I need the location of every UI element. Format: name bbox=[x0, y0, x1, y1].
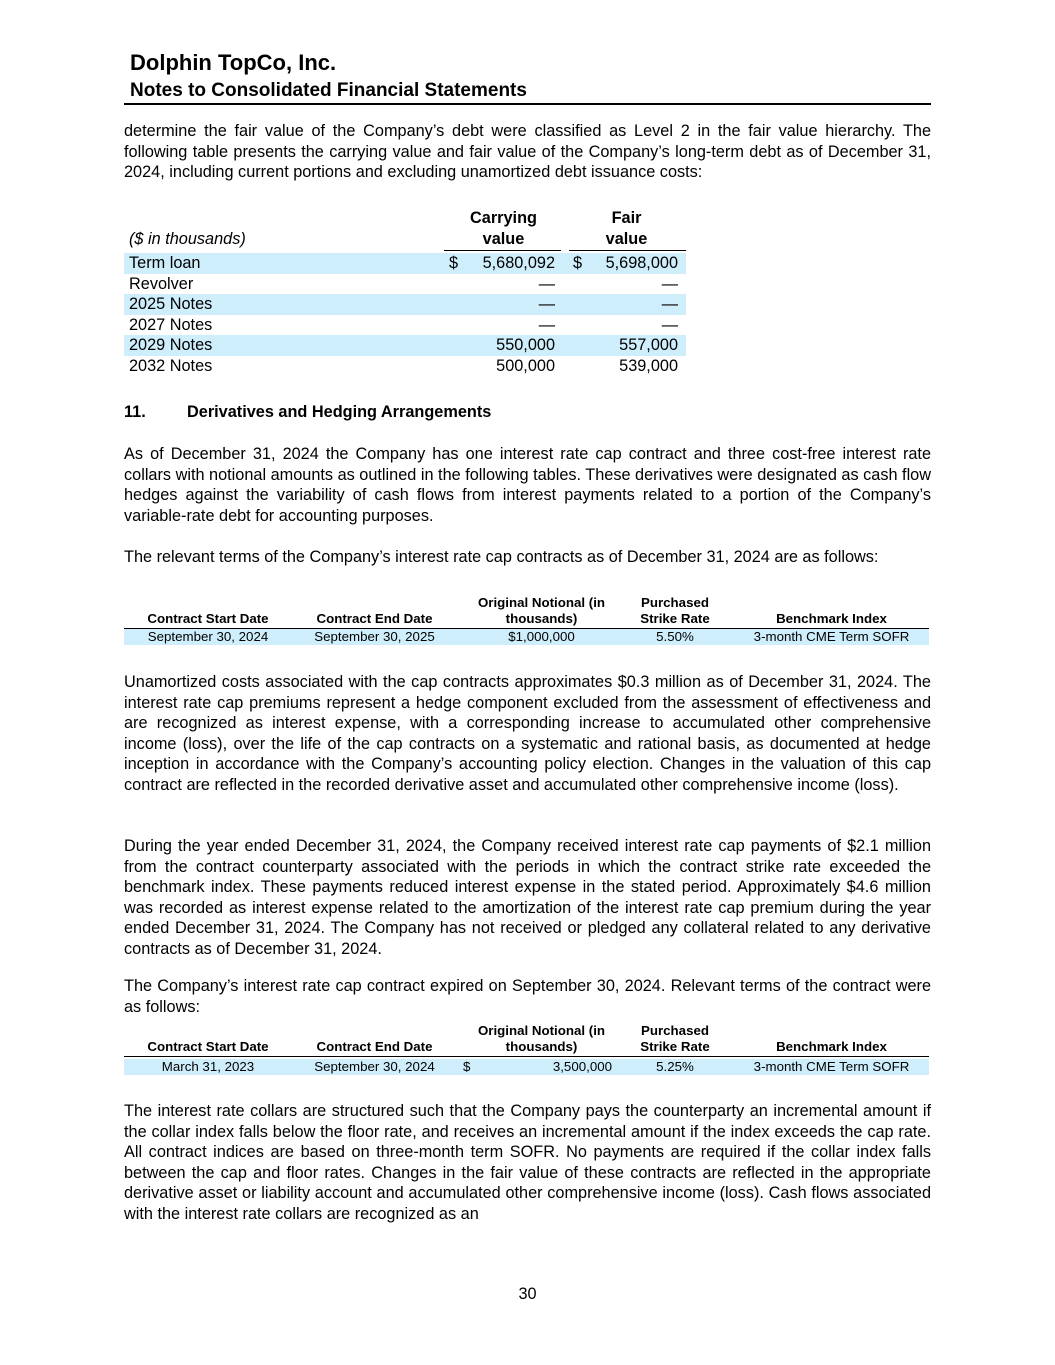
table-row bbox=[124, 356, 686, 377]
strike-rate: 5.25% bbox=[656, 1059, 694, 1074]
currency-symbol: $ bbox=[573, 254, 583, 272]
header-notional-line1: Original Notional (in bbox=[477, 595, 606, 610]
row-label: 2027 Notes bbox=[129, 315, 213, 334]
header-rule bbox=[124, 1056, 929, 1057]
fair-value: — bbox=[661, 274, 678, 293]
paragraph-unamortized-costs: Unamortized costs associated with the cap contracts approximates $0.3 million as of December 31, 2024. The interest rate cap premiums represent a hedge component excluded from the assessment of effectiveness and are recognized as interest expense, with a corresponding increase to accumulated other comprehensive income (loss), over the life of the cap contracts on a systematic and rational basis, as documented at hedge inception in accordance with the Company’s accounting policy election. Changes in the valuation of this cap contract are reflected in the recorded derivative asset and accumulated other comprehensive income (loss). bbox=[124, 673, 931, 794]
row-label: 2032 Notes bbox=[129, 357, 213, 375]
carrying-value: 5,680,092 bbox=[482, 254, 555, 272]
start-date: September 30, 2024 bbox=[147, 629, 269, 644]
header-notional bbox=[459, 595, 624, 627]
carrying-header bbox=[446, 208, 561, 250]
fair-value: — bbox=[661, 295, 678, 314]
header-strike-line2: Strike Rate bbox=[640, 1039, 710, 1054]
header-benchmark: Benchmark Index bbox=[776, 611, 887, 626]
paragraph-cap-terms-intro: The relevant terms of the Company’s interest rate cap contracts as of December 31, 2024 are as follows: bbox=[124, 548, 879, 566]
table-row bbox=[124, 315, 686, 336]
section-title: Derivatives and Hedging Arrangements bbox=[187, 403, 492, 421]
start-date: March 31, 2023 bbox=[161, 1059, 255, 1074]
header-strike-line1: Purchased bbox=[641, 595, 709, 610]
end-date: September 30, 2025 bbox=[314, 629, 435, 644]
header-end-date: Contract End Date bbox=[316, 1039, 433, 1054]
benchmark-index: 3-month CME Term SOFR bbox=[753, 1059, 910, 1074]
table-row bbox=[124, 253, 686, 274]
header-strike-rate bbox=[629, 595, 721, 627]
carrying-value: 500,000 bbox=[496, 357, 555, 375]
units-label: ($ in thousands) bbox=[129, 230, 246, 248]
notional-amount: 3,500,000 bbox=[552, 1059, 612, 1074]
paragraph-derivatives-overview: As of December 31, 2024 the Company has one interest rate cap contract and three cost-free interest rate collars with notional amounts as outlined in the following tables. These derivatives were designated as cash flow hedges against the variability of cash flows from interest payments related to a portion of the Company’s variable-rate debt for accounting purposes. bbox=[124, 445, 931, 525]
carrying-underline bbox=[444, 250, 561, 251]
header-notional-line2: thousands) bbox=[505, 1039, 578, 1054]
header-notional bbox=[459, 1023, 624, 1055]
page-subtitle: Notes to Consolidated Financial Statements bbox=[130, 80, 527, 101]
header-notional-line1: Original Notional (in bbox=[477, 1023, 606, 1038]
fair-header-line2: value bbox=[605, 230, 648, 248]
row-label: 2029 Notes bbox=[129, 336, 213, 355]
notional-amount: $1,000,000 bbox=[508, 629, 575, 644]
company-name: Dolphin TopCo, Inc. bbox=[130, 50, 337, 75]
currency-symbol: $ bbox=[463, 1059, 471, 1074]
row-label: Term loan bbox=[129, 254, 201, 272]
header-strike-line1: Purchased bbox=[641, 1023, 709, 1038]
header-rule bbox=[124, 103, 931, 105]
table-row bbox=[124, 294, 686, 315]
carrying-header-line1: Carrying bbox=[470, 209, 537, 227]
table-row bbox=[124, 1059, 929, 1075]
intro-paragraph: determine the fair value of the Company’s debt were classified as Level 2 in the fair value hierarchy. The following table presents the carrying value and fair value of the Company’s long-term debt as of December 31, 2024, including current portions and excluding unamortized debt issuance costs: bbox=[124, 122, 931, 181]
fair-value: 5,698,000 bbox=[605, 254, 678, 272]
carrying-value: 550,000 bbox=[496, 336, 555, 355]
table-row bbox=[124, 629, 929, 645]
header-notional-line2: thousands) bbox=[505, 611, 578, 626]
carrying-value: — bbox=[538, 274, 555, 293]
fair-value: 557,000 bbox=[619, 336, 678, 355]
carrying-value: — bbox=[538, 315, 555, 334]
header-end-date: Contract End Date bbox=[316, 611, 433, 626]
section-number: 11. bbox=[124, 403, 146, 421]
carrying-header-line2: value bbox=[482, 230, 525, 248]
fair-underline bbox=[569, 250, 686, 251]
row-label: Revolver bbox=[129, 274, 194, 293]
row-label: 2025 Notes bbox=[129, 295, 213, 314]
strike-rate: 5.50% bbox=[656, 629, 694, 644]
fair-value: 539,000 bbox=[619, 357, 678, 375]
header-strike-line2: Strike Rate bbox=[640, 611, 710, 626]
fair-header bbox=[569, 208, 684, 250]
header-benchmark: Benchmark Index bbox=[776, 1039, 887, 1054]
page-number: 30 bbox=[518, 1285, 537, 1303]
fair-header-line1: Fair bbox=[611, 209, 642, 227]
paragraph-interest-rate-collars: The interest rate collars are structured such that the Company pays the counterparty an incremental amount if the collar index falls below the floor rate, and receives an incremental amount if the index exceeds the cap rate. All contract indices are based on three-month term SOFR. No payments are required if the collar index falls between the cap and floor rates. Changes in the fair value of these contracts are reflected in the appropriate derivative asset or liability account and accumulated other comprehensive income (loss). Cash flows associated with the interest rate collars are recognized as an bbox=[124, 1102, 931, 1223]
header-start-date: Contract Start Date bbox=[147, 1039, 269, 1054]
header-strike-rate bbox=[629, 1023, 721, 1055]
paragraph-cap-payments: During the year ended December 31, 2024, the Company received interest rate cap payments of $2.1 million from the contract counterparty associated with the periods in which the contract strike rate exceeded the benchmark index. These payments reduced interest expense in the stated period. Approximately $4.6 million was recorded as interest expense related to the amortization of the interest rate cap premium during the year ended December 31, 2024. The Company has not received or pledged any collateral related to any derivative contracts as of December 31, 2024. bbox=[124, 837, 931, 958]
end-date: September 30, 2024 bbox=[314, 1059, 435, 1074]
carrying-value: — bbox=[538, 295, 555, 314]
currency-symbol: $ bbox=[449, 254, 459, 272]
table-row bbox=[124, 335, 686, 356]
paragraph-cap-expired: The Company’s interest rate cap contract expired on September 30, 2024. Relevant terms of the contract were as follows: bbox=[124, 977, 931, 1016]
fair-value: — bbox=[661, 315, 678, 334]
table-row bbox=[124, 274, 686, 295]
header-start-date: Contract Start Date bbox=[147, 611, 269, 626]
benchmark-index: 3-month CME Term SOFR bbox=[753, 629, 910, 644]
